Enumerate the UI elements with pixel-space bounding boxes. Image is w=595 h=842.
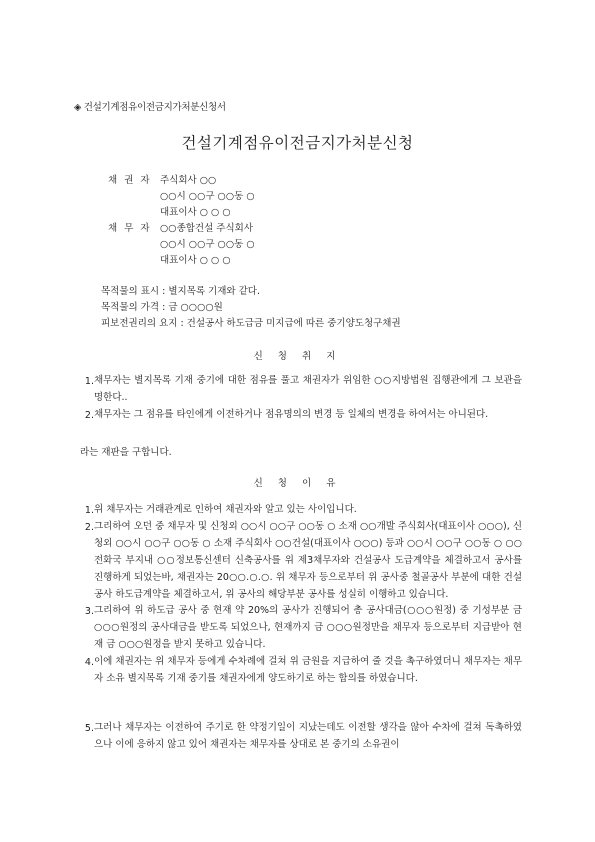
debtor-line: ○○종합건설 주식회사 (160, 223, 254, 234)
debtor-line: ○○시 ○○구 ○○동 ○ (160, 239, 255, 250)
diamond-bullet-icon: ◈ (74, 102, 82, 113)
creditor-line: 대표이사 ○ ○ ○ (160, 207, 231, 218)
reason-item-number: 1. (84, 505, 94, 516)
purpose-item-number: 1. (84, 376, 94, 387)
document-title: 건설기계점유이전금지가처분신청 (181, 134, 414, 152)
purpose-closing: 라는 재판을 구합니다. (80, 447, 172, 458)
reason-item-number: 5. (84, 723, 94, 734)
reason-item-text: 그리하여 오던 중 채무자 및 신청외 ○○시 ○○구 ○○동 ○ 소재 ○○개발 주식회사(대표이사 ○○○), 신청외 ○○시 ○○구 ○○동 ○ 소재 주식회사 ○○건설(대표이사 ○○○) 등과 ○○시 ○○구 ○○동 ○ ○○전화국 부지내 ○○정보통신센터 신축공사를 위 제3채무자와 건설공사 도급계약을 체결하고서 공사를 진행하게 되었는바, 채권자는 20○○.○.○. 위 채무자 등으로부터 위 공사중 철골공사 부분에 대한 건설공사 하도급계약을 체결하고서, 위 공사의 해당부분 공사를 성실히 이행하고 있습니다. (94, 521, 522, 600)
creditor-line: 주식회사 ○○ (160, 175, 217, 186)
purpose-item-number: 2. (84, 410, 94, 421)
creditor-label: 채 권 자 (108, 175, 152, 186)
object-line: 목적물의 표시 : 별지목록 기재와 같다. (101, 286, 260, 297)
reason-item-number: 3. (84, 606, 94, 617)
purpose-item-text: 채무자는 그 점유를 타인에게 이전하거나 점유명의의 변경 등 일체의 변경을 하여서는 아니된다. (94, 409, 489, 420)
header-text: 건설기계점유이전금지가처분신청서 (83, 102, 226, 113)
object-line: 피보전권리의 요지 : 건설공사 하도급금 미지급에 따른 중기양도청구채권 (101, 318, 401, 329)
creditor-line: ○○시 ○○구 ○○동 ○ (160, 191, 255, 202)
purpose-heading: 신 청 취 지 (253, 351, 342, 362)
purpose-item-text: 채무자는 별지목록 기재 중기에 대한 점유를 풀고 채권자가 위임한 ○○지방법원 집행관에게 그 보관을 명한다.. (94, 375, 522, 403)
reason-item-number: 2. (84, 522, 94, 533)
reason-item-text: 위 채무자는 거래관계로 인하여 채권자와 알고 있는 사이입니다. (94, 504, 357, 515)
object-line: 목적물의 가격 : 금 ○○○○원 (101, 302, 223, 313)
reasons-heading: 신 청 이 유 (253, 478, 342, 489)
reason-item-text: 그리하여 위 하도급 공사 중 현재 약 20%의 공사가 진행되어 총 공사대금(○○○원정) 중 기성부분 금 ○○○원정의 공사대금을 받도록 되었으나, 현재까지 금 ○○○원정만을 채무자 등으로부터 지급받아 현재 금 ○○○원정을 받지 못하고 있습니다. (94, 605, 522, 650)
debtor-line: 대표이사 ○ ○ ○ (160, 255, 231, 266)
reason-item-number: 4. (84, 657, 94, 668)
document-header (74, 99, 226, 113)
reason-item-text: 그러나 채무자는 이전하여 주기로 한 약정기일이 지났는데도 이전할 생각을 않아 수차에 걸쳐 독촉하였으나 이에 응하지 않고 있어 채권자는 채무자를 상대로 본 중기의 소유권이 (94, 722, 522, 750)
reason-item-text: 이에 채권자는 위 채무자 등에게 수차례에 걸쳐 위 금원을 지급하여 줄 것을 촉구하였더니 채무자는 채무자 소유 별지목록 기재 중기를 채권자에게 양도하기로 하는 합의를 하였습니다. (94, 656, 522, 684)
debtor-label: 채 무 자 (108, 223, 152, 234)
